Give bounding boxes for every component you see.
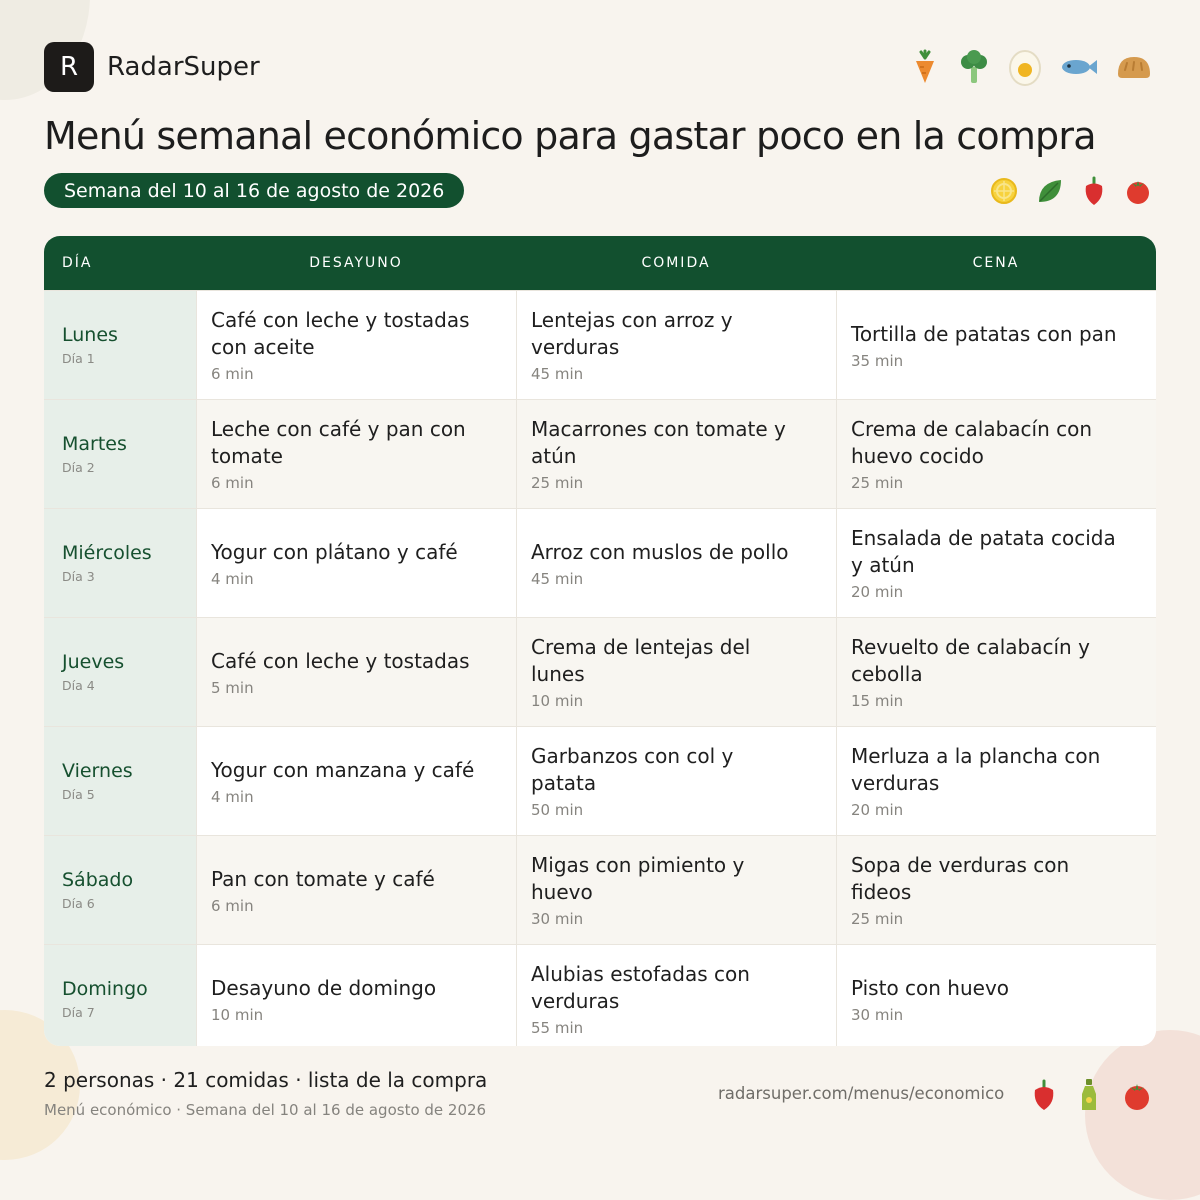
day-cell [44, 945, 196, 1046]
carrot-icon [910, 49, 940, 89]
meal-time: 25 min [851, 474, 904, 492]
day-number: Día 7 [62, 1005, 95, 1020]
meal-cell [196, 618, 516, 726]
meal-cell [516, 836, 836, 944]
day-cell [44, 400, 196, 508]
header-breakfast: DESAYUNO [309, 255, 403, 271]
day-name: Lunes [62, 324, 118, 346]
meal-name: Café con leche y tostadas con aceite [211, 308, 470, 359]
meal-time: 4 min [211, 569, 254, 588]
meal-time: 15 min [851, 692, 904, 710]
leaf-icon [1036, 177, 1064, 209]
table-row [44, 290, 1156, 399]
logo[interactable]: R [44, 42, 94, 92]
header-day: DÍA [62, 255, 93, 271]
meal-time: 6 min [211, 896, 254, 915]
meal-time: 20 min [851, 583, 904, 601]
table-row [44, 399, 1156, 508]
meal-cell [836, 836, 1156, 944]
meal-cell [836, 291, 1156, 399]
pepper-icon [1082, 176, 1106, 210]
meal-cell [196, 509, 516, 617]
page-title: Menú semanal económico para gastar poco en la compra [44, 114, 1096, 158]
day-cell [44, 836, 196, 944]
meal-name: Desayuno de domingo [211, 975, 437, 1000]
accent-icons [990, 176, 1152, 210]
meal-time: 25 min [851, 910, 904, 928]
table-row [44, 617, 1156, 726]
meal-cell [516, 509, 836, 617]
meal-name: Yogur con plátano y café [211, 539, 458, 564]
meal-cell [836, 727, 1156, 835]
day-number: Día 4 [62, 678, 95, 693]
meal-name: Pan con tomate y café [211, 866, 435, 891]
meal-name: Crema de calabacín con huevo cocido [851, 417, 1093, 468]
meal-cell [516, 945, 836, 1046]
pepper-icon [1032, 1079, 1056, 1115]
meal-time: 35 min [851, 351, 904, 370]
day-name: Sábado [62, 869, 134, 891]
meal-name: Macarrones con tomate y atún [531, 417, 786, 468]
meal-time: 45 min [531, 365, 584, 383]
meal-name: Garbanzos con col y patata [531, 744, 734, 795]
day-number: Día 2 [62, 460, 95, 475]
meal-name: Alubias estofadas con verduras [531, 962, 750, 1013]
meal-name: Arroz con muslos de pollo [531, 539, 789, 564]
table-row [44, 508, 1156, 617]
day-name: Viernes [62, 760, 133, 782]
meal-name: Pisto con huevo [851, 975, 1010, 1000]
day-name: Martes [62, 433, 127, 455]
meal-name: Tortilla de patatas con pan [851, 321, 1117, 346]
broccoli-icon [958, 49, 990, 89]
bread-icon [1116, 54, 1152, 84]
meal-name: Sopa de verduras con fideos [851, 853, 1070, 904]
day-name: Jueves [62, 651, 125, 673]
footer-subtitle: Menú económico · Semana del 10 al 16 de agosto de 2026 [44, 1101, 487, 1119]
week-badge: Semana del 10 al 16 de agosto de 2026 [44, 173, 464, 208]
meal-time: 30 min [851, 1005, 904, 1024]
meal-time: 5 min [211, 678, 254, 697]
meal-name: Migas con pimiento y huevo [531, 853, 745, 904]
day-number: Día 5 [62, 787, 95, 802]
day-number: Día 3 [62, 569, 95, 584]
header-icons [910, 48, 1152, 90]
table-row [44, 726, 1156, 835]
header-lunch: COMIDA [641, 255, 711, 271]
weekly-menu-table [44, 236, 1156, 1046]
meal-cell [836, 618, 1156, 726]
meal-name: Revuelto de calabacín y cebolla [851, 635, 1090, 686]
meal-name: Café con leche y tostadas [211, 648, 470, 673]
meal-cell [196, 727, 516, 835]
day-name: Domingo [62, 978, 148, 1000]
day-number: Día 1 [62, 351, 95, 366]
meal-cell [196, 291, 516, 399]
meal-name: Crema de lentejas del lunes [531, 635, 751, 686]
meal-time: 45 min [531, 569, 584, 588]
meal-cell [516, 400, 836, 508]
meal-time: 55 min [531, 1019, 584, 1037]
day-number: Día 6 [62, 896, 95, 911]
brand-name[interactable]: RadarSuper [107, 52, 260, 82]
tomato-icon [1124, 177, 1152, 209]
meal-time: 10 min [211, 1005, 264, 1024]
meal-cell [836, 509, 1156, 617]
day-cell [44, 291, 196, 399]
table-header [44, 236, 1156, 290]
day-name: Miércoles [62, 542, 152, 564]
footer-url-link[interactable]: radarsuper.com/menus/economico [718, 1084, 1005, 1103]
meal-cell [836, 945, 1156, 1046]
header-dinner: CENA [972, 255, 1020, 271]
meal-time: 4 min [211, 787, 254, 806]
meal-name: Yogur con manzana y café [211, 757, 475, 782]
meal-time: 30 min [531, 910, 584, 928]
day-cell [44, 618, 196, 726]
meal-cell [836, 400, 1156, 508]
egg-icon [1008, 48, 1042, 90]
meal-time: 50 min [531, 801, 584, 819]
footer-summary: 2 personas · 21 comidas · lista de la compra [44, 1068, 488, 1092]
meal-cell [196, 836, 516, 944]
meal-name: Ensalada de patata cocida y atún [851, 526, 1116, 577]
meal-cell [196, 945, 516, 1046]
meal-time: 6 min [211, 365, 254, 383]
lemon-icon [990, 177, 1018, 209]
day-cell [44, 727, 196, 835]
footer-icons [1032, 1078, 1152, 1116]
meal-time: 20 min [851, 801, 904, 819]
meal-name: Leche con café y pan con tomate [211, 417, 466, 468]
meal-cell [516, 291, 836, 399]
meal-cell [516, 727, 836, 835]
meal-name: Lentejas con arroz y verduras [531, 308, 733, 359]
fish-icon [1060, 56, 1098, 82]
meal-time: 10 min [531, 692, 584, 710]
meal-name: Merluza a la plancha con verduras [851, 744, 1101, 795]
day-cell [44, 509, 196, 617]
tomato-icon [1122, 1079, 1152, 1115]
meal-time: 25 min [531, 474, 584, 492]
meal-cell [196, 400, 516, 508]
brand-header [44, 42, 260, 92]
table-row [44, 944, 1156, 1046]
oil-bottle-icon [1080, 1078, 1098, 1116]
meal-cell [516, 618, 836, 726]
meal-time: 6 min [211, 474, 254, 492]
table-row [44, 835, 1156, 944]
